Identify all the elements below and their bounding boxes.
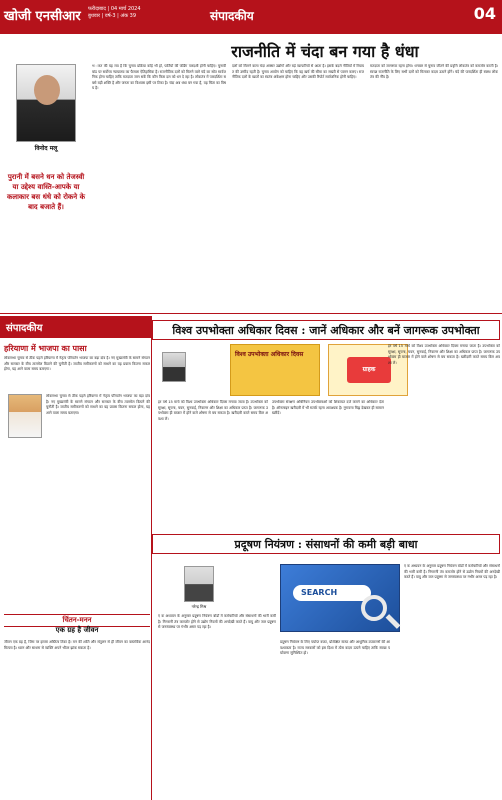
- editorial-heading: संपादकीय: [0, 316, 152, 338]
- pull-quote: पुरानी में बसने धन को तेजस्वी या उद्देश्य वास्ति-आपके या कलाकार बस धंधे को रोकने के बाद बजाते हैं।: [6, 173, 85, 211]
- chintan-heading: चिंतन-मनन: [4, 614, 150, 627]
- brand-logo: खोजी एनसीआर: [4, 9, 81, 24]
- consumer-column-3: हर वर्ष 15 मार्च को विश्व उपभोक्ता अधिकार दिवस मनाया जाता है। उपभोक्ता को सुरक्षा, सूचना, चयन, सुनवाई, निवारण और शिक्षा का अधिकार प्राप्त है। जागरूक उपभोक्ता ही बाजार में होने वाले शोषण से बच सकता है। खरीदारी करते समय बिल अवश्य लें।: [388, 344, 500, 365]
- haryana-body: लोकसभा चुनाव से ठीक पहले हरियाणा में नेतृत्व परिवर्तन भाजपा का बड़ा दांव है। नए मुख्यमंत्री के सामने संगठन और सरकार के बीच तालमेल बिठाने की चुनौती है। जातीय समीकरणों को साधने का यह प्रयास कितना सफल होगा, यह आने वाला समय बताएगा।: [46, 394, 150, 415]
- consumer-headline: विश्व उपभोक्ता अधिकार दिवस : जानें अधिकार और बनें जागरूक उपभोक्ता: [172, 323, 480, 337]
- pollution-headline: प्रदूषण नियंत्रण : संसाधनों की कमी बड़ी बाधा: [234, 537, 418, 551]
- pollution-column-1: ए क अध्ययन के अनुसार प्रदूषण नियंत्रण बोर्डों में कर्मचारियों और संसाधनों की भारी कमी है। निगरानी तंत्र कमजोर होने से उद्योग नियमों की अनदेखी करते हैं। वायु और जल प्रदूषण से जनस्वास्थ्य पर गंभीर असर पड़ रहा है।: [158, 614, 276, 629]
- pollution-column-3: ए क अध्ययन के अनुसार प्रदूषण नियंत्रण बोर्डों में कर्मचारियों और संसाधनों की भारी कमी है। निगरानी तंत्र कमजोर होने से उद्योग नियमों की अनदेखी करते हैं। वायु और जल प्रदूषण से जनस्वास्थ्य पर गंभीर असर पड़ रहा है।: [404, 564, 500, 579]
- pollution-column-2: प्रदूषण नियंत्रण के लिए पर्याप्त बजट, प्रशिक्षित स्टाफ और आधुनिक उपकरणों की आवश्यकता है। राज्य सरकारों को इस दिशा में ठोस कदम उठाने चाहिए ताकि स्वच्छ पर्यावरण सुनिश्चित हो।: [280, 640, 390, 655]
- consumer-graphic-text: विश्व उपभोक्ता अधिकार दिवस: [235, 351, 304, 358]
- leader-photo: [8, 394, 42, 438]
- dateline: [88, 6, 198, 20]
- customer-badge: ग्राहक: [347, 357, 391, 383]
- author-name: विनोद मलू: [34, 145, 58, 152]
- lead-column-3: मतदाता को जागरूक रहना होगा। धनबल से चुनाव जीतने की प्रवृत्ति लोकतंत्र को कमजोर करती है। स्वच्छ राजनीति के लिए सभी दलों को मिलकर कदम उठाने होंगे। चंदे की पारदर्शिता ही स्वस्थ लोकतंत्र की नींव है।: [370, 64, 498, 79]
- consumer-column-2: उपभोक्ता संरक्षण अधिनियम उपभोक्ताओं को शिकायत दर्ज कराने का अधिकार देता है। ऑनलाइन खरीदारी में भी सतर्क रहना आवश्यक है। गुणवत्ता चिह्न देखकर ही सामान खरीदें।: [272, 400, 384, 415]
- consumer-author-photo: [162, 352, 186, 382]
- search-illustration: [280, 564, 400, 632]
- lead-column-1: भ ारत की यह राय है कि चुनाव प्रक्रिया कोई भी हो, पार्टियों की फंडिंग पारदर्शी होनी चाहिए। चुनावी बांड पर सर्वोच्च न्यायालय का फैसला ऐतिहासिक है। राजनीतिक दलों को मिलने वाले चंदे का स्रोत सार्वजनिक होना चाहिए ताकि मतदाता जान सकें कि कौन किस दल को धन दे रहा है। लोकतंत्र में पारदर्शिता सबसे बड़ी शक्ति है और जनता का विश्वास इसी पर टिका है। चंदा अब धंधा बन गया है, यह चिंता का विषय है।: [92, 64, 226, 90]
- dateline-issue: बुधवार | वर्ष-3 | अंक 39: [88, 13, 137, 19]
- lead-author-box: [4, 64, 88, 310]
- pollution-author: नरेन्द्र मिश्र: [191, 604, 207, 609]
- dateline-date: फरीदाबाद | 04 मार्च 2024: [88, 6, 141, 12]
- masthead: [0, 0, 502, 34]
- chintan-body: जीवन एक ग्रह है, जिस पर हमारा अस्तित्व टिका है। मन की शांति और संतुलन से ही जीवन का वास्तविक आनंद मिलता है। ध्यान और साधना से व्यक्ति अपने भीतर झांक सकता है।: [4, 640, 150, 650]
- pollution-author-photo: [184, 566, 214, 602]
- haryana-body-top: लोकसभा चुनाव से ठीक पहले हरियाणा में नेतृत्व परिवर्तन भाजपा का बड़ा दांव है। नए मुख्यमंत्री के सामने संगठन और सरकार के बीच तालमेल बिठाने की चुनौती है। जातीय समीकरणों को साधने का यह प्रयास कितना सफल होगा, यह आने वाला समय बताएगा।: [4, 356, 150, 371]
- section-divider: [0, 313, 502, 314]
- chintan-subheading: एक ग्रह है जीवन: [55, 626, 99, 634]
- section-tag: संपादकीय: [210, 9, 254, 23]
- pollution-headline-bar: [152, 534, 500, 554]
- lead-column-2: दलों को मिलने वाला चंदा अक्सर उद्योगों और बड़े व्यापारियों से आता है। इसके बदले नीतियों में रियायत की उम्मीद रहती है। चुनाव आयोग को चाहिए कि वह खर्च की सीमा का सख्ती से पालन कराए। राजनीतिक दलों के खातों का स्वतंत्र अंकेक्षण होना चाहिए और उसकी रिपोर्ट सार्वजनिक होनी चाहिए।: [232, 64, 364, 79]
- consumer-column-1: हर वर्ष 15 मार्च को विश्व उपभोक्ता अधिकार दिवस मनाया जाता है। उपभोक्ता को सुरक्षा, सूचना, चयन, सुनवाई, निवारण और शिक्षा का अधिकार प्राप्त है। जागरूक उपभोक्ता ही बाजार में होने वाले शोषण से बच सकता है। खरीदारी करते समय बिल अवश्य लें।: [158, 400, 268, 421]
- column-divider: [151, 316, 152, 800]
- lead-headline: राजनीति में चंदा बन गया है धंधा: [231, 42, 419, 61]
- page-number: 04: [473, 4, 496, 23]
- consumer-headline-bar: [152, 320, 500, 340]
- consumer-day-graphic: [230, 344, 320, 396]
- search-label: SEARCH: [301, 588, 338, 597]
- author-photo: [16, 64, 76, 142]
- haryana-headline: हरियाणा में भाजपा का पासा: [4, 344, 87, 353]
- magnifier-icon: [361, 595, 387, 621]
